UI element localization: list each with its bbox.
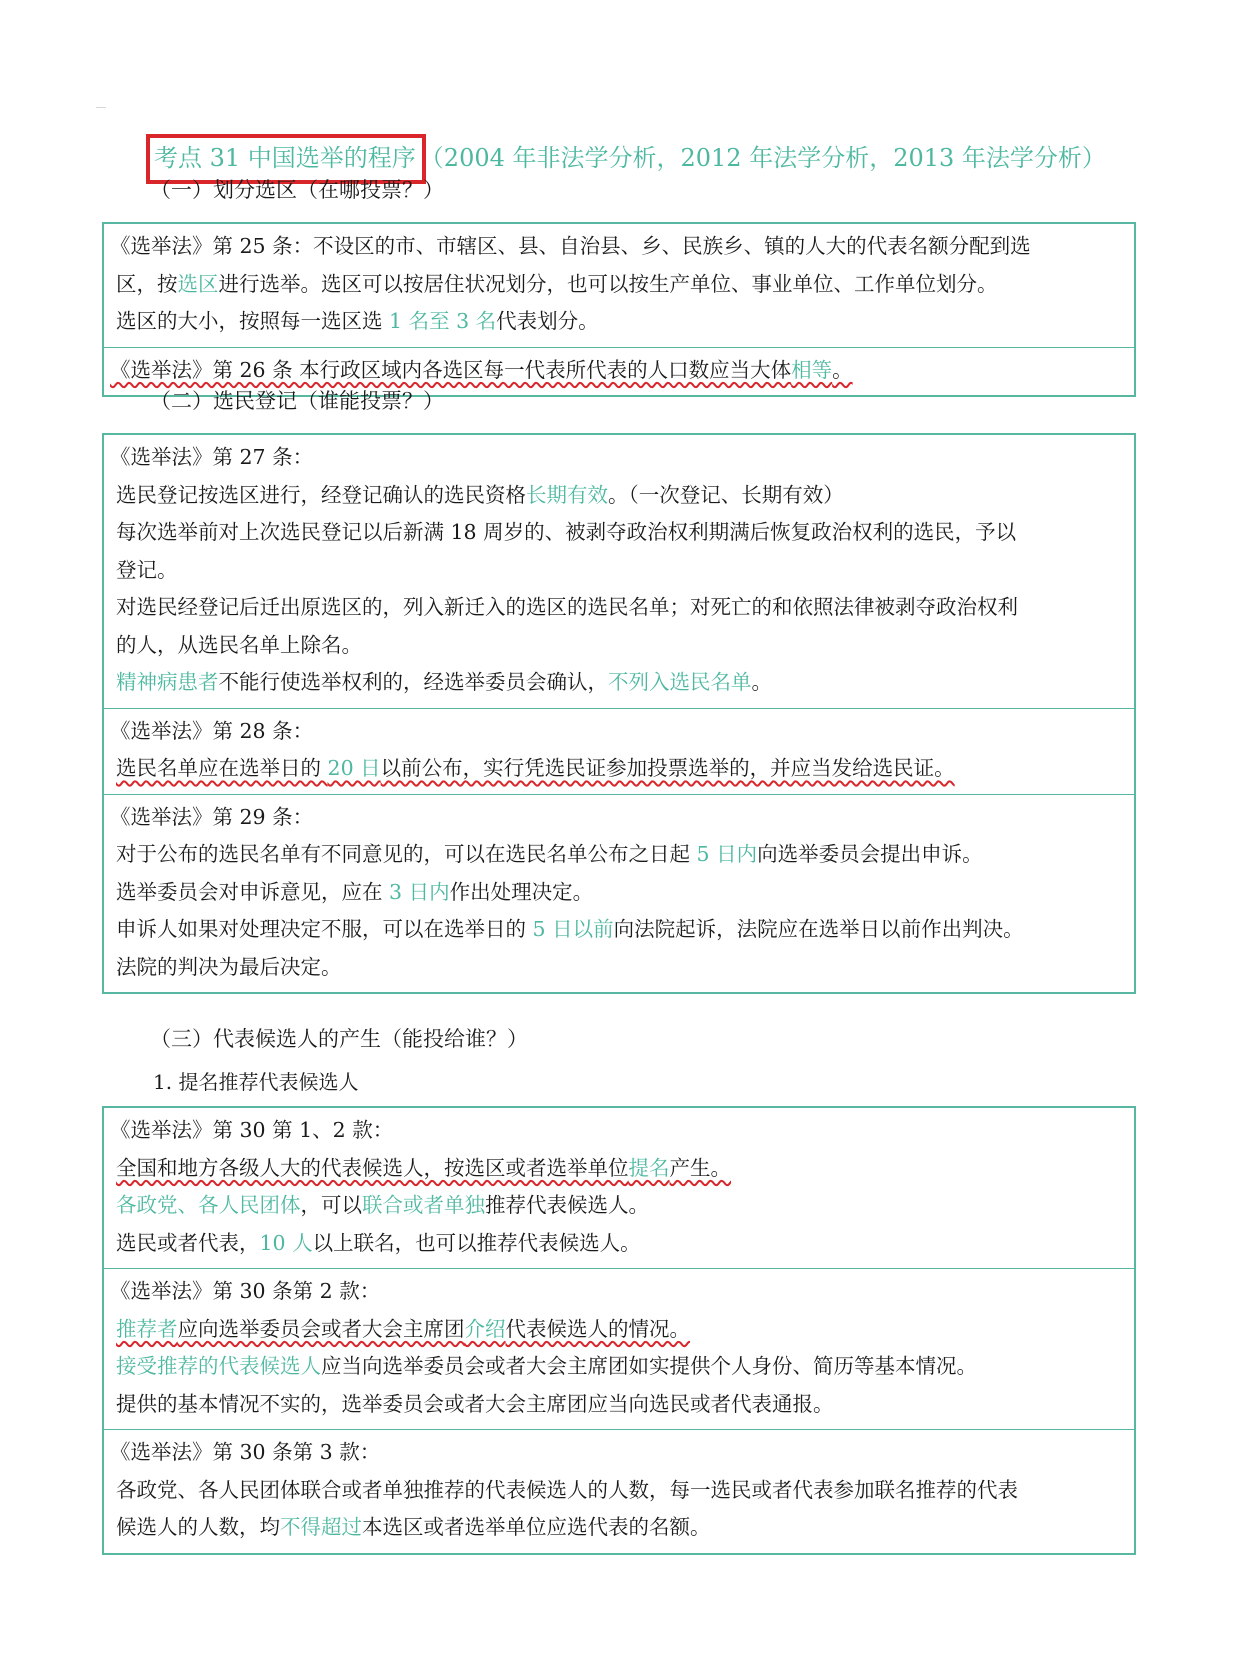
- table-cell-art30-2: [104, 1269, 1134, 1430]
- text-line: 候选人的人数，均不得超过本选区或者选举单位应选代表的名额。: [116, 1515, 711, 1539]
- text-line: 对选民经登记后迁出原选区的，列入新迁入的选区的选民名单；对死亡的和依照法律被剥夺政治权利: [116, 595, 1018, 619]
- text-line: 法院的判决为最后决定。: [116, 954, 342, 979]
- text-line: 选民登记按选区进行，经登记确认的选民资格长期有效。（一次登记、长期有效）: [116, 482, 844, 507]
- text-line: 的人，从选民名单上除名。: [116, 632, 362, 657]
- text-line: 登记。: [116, 557, 178, 582]
- table-cell-art28: [104, 709, 1134, 795]
- page-mark: [96, 107, 106, 108]
- text-line: 《选举法》第 25 条：不设区的市、市辖区、县、自治县、乡、民族乡、镇的人大的代表名额分配到选: [110, 234, 1031, 258]
- article-heading: 《选举法》第 27 条：: [110, 445, 314, 469]
- table-cell-art29: [104, 795, 1134, 993]
- subsection-heading: 1. 提名推荐代表候选人: [153, 1070, 359, 1094]
- text-line: 接受推荐的代表候选人应当向选举委员会或者大会主席团如实提供个人身份、简历等基本情况。: [116, 1354, 977, 1378]
- title-keypoint: 考点 31 中国选举的程序: [154, 144, 416, 172]
- section-heading-3: （三）代表候选人的产生（能投给谁？）: [150, 1027, 528, 1051]
- text-line: 申诉人如果对处理决定不服，可以在选举日的 5 日以前向法院起诉，法院应在选举日以前作出判决。: [116, 917, 1024, 941]
- table-cell-art30-3: [104, 1430, 1134, 1553]
- article-heading: 《选举法》第 29 条：: [110, 804, 314, 829]
- table-candidates: [102, 1106, 1136, 1555]
- article-heading: 《选举法》第 30 条第 3 款：: [110, 1440, 381, 1464]
- article-heading: 《选举法》第 30 条第 2 款：: [110, 1279, 381, 1303]
- text-line: 对于公布的选民名单有不同意见的，可以在选民名单公布之日起 5 日内向选举委员会提出申诉。: [116, 842, 983, 866]
- text-line: 各政党、各人民团体，可以联合或者单独推荐代表候选人。: [116, 1193, 649, 1217]
- text-line: 选民或者代表，10 人以上联名，也可以推荐代表候选人。: [116, 1230, 641, 1255]
- table-cell-art30-1-2: [104, 1108, 1134, 1269]
- table-cell-art25: [104, 224, 1134, 348]
- section-heading-1: （一）划分选区（在哪投票？）: [150, 178, 444, 202]
- table-districts: [102, 222, 1136, 397]
- article-heading: 《选举法》第 30 第 1、2 款：: [110, 1118, 394, 1142]
- text-line: 选区的大小，按照每一选区选 1 名至 3 名代表划分。: [116, 309, 599, 333]
- text-line: 推荐者应向选举委员会或者大会主席团介绍代表候选人的情况。: [116, 1316, 690, 1341]
- page-title: [150, 140, 1106, 180]
- text-line: 提供的基本情况不实的，选举委员会或者大会主席团应当向选民或者代表通报。: [116, 1391, 834, 1416]
- text-line: 《选举法》第 26 条 本行政区域内各选区每一代表所代表的人口数应当大体相等。: [110, 357, 853, 382]
- text-line: 全国和地方各级人大的代表候选人，按选区或者选举单位提名产生。: [116, 1155, 731, 1180]
- table-cell-art27: [104, 435, 1134, 709]
- text-line: 选举委员会对申诉意见，应在 3 日内作出处理决定。: [116, 879, 594, 904]
- table-voter-registration: [102, 433, 1136, 994]
- article-heading: 《选举法》第 28 条：: [110, 718, 314, 743]
- title-boxed-part: [150, 140, 420, 176]
- text-line: 各政党、各人民团体联合或者单独推荐的代表候选人的人数，每一选民或者代表参加联名推荐的代表: [116, 1477, 1018, 1502]
- title-years: （2004 年非法学分析，2012 年法学分析，2013 年法学分析）: [419, 144, 1106, 172]
- text-line: 选民名单应在选举日的 20 日以前公布，实行凭选民证参加投票选举的，并应当发给选民证。: [116, 756, 955, 780]
- text-line: 每次选举前对上次选民登记以后新满 18 周岁的、被剥夺政治权利期满后恢复政治权利的选民，予以: [116, 520, 1017, 544]
- text-line: 精神病患者不能行使选举权利的，经选举委员会确认，不列入选民名单。: [116, 670, 772, 694]
- text-line: 区，按选区进行选举。选区可以按居住状况划分，也可以按生产单位、事业单位、工作单位划分。: [116, 271, 998, 296]
- section-heading-2: （二）选民登记（谁能投票？）: [150, 389, 444, 413]
